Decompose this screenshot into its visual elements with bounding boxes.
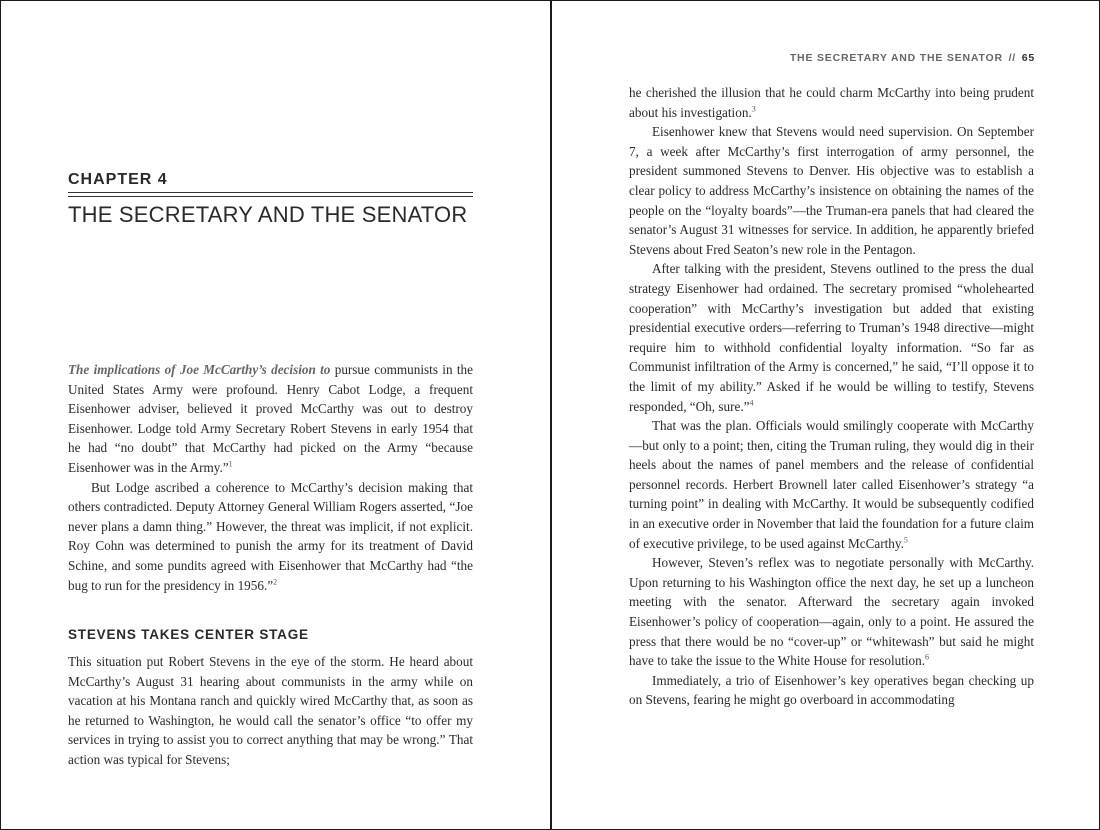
paragraph-text: Eisenhower knew that Stevens would need supervision. On September 7, a week after McCarthy’s first interrogation of army personnel, the president summoned Stevens to Denver. His objective was to establish a clear policy to address McCarthy’s insistence on obtaining the names of the people on the “loyalty boards”—the Truman-era panels that had cleared the senator’s August 31 witnesses for service. In addition, he apparently briefed Stevens about Fred Seaton’s new role in the Pentagon.: [629, 124, 1034, 257]
chapter-rule: [68, 192, 473, 197]
footnote-ref: 3: [751, 104, 756, 114]
footnote-ref: 5: [903, 535, 908, 545]
footnote-ref: 6: [925, 652, 930, 662]
paragraph-text: But Lodge ascribed a coherence to McCarthy’s decision making that others contradicted. Deputy Attorney General William Rogers asserted, “Joe never plans a damn thing.” However, the threat was implicit, if not explicit. Roy Cohn was determined to punish the army for its treatment of David Schine, and some pundits agreed with Eisenhower that McCarthy had “the bug to run for the presidency in 1956.”: [68, 479, 473, 593]
paragraph-text: This situation put Robert Stevens in the eye of the storm. He heard about McCarthy’s August 31 hearing about communists in the army while on vacation at his Montana ranch and quickly wired McCarthy that, as soon as he returned to Washington, he would call the senator’s office “to offer my services in trying to assist you to correct anything that may be wrong.” That action was typical for Stevens;: [68, 654, 473, 767]
paragraph-text: he cherished the illusion that he could charm McCarthy into being prudent about his investigation.: [629, 85, 1034, 120]
footnote-ref: 1: [228, 459, 233, 469]
footnote-ref: 4: [749, 398, 754, 408]
running-head-title: THE SECRETARY AND THE SENATOR: [789, 52, 1003, 64]
left-body-text-2: [68, 652, 473, 770]
paragraph-text: However, Steven’s reflex was to negotiate personally with McCarthy. Upon returning to his Washington office the next day, he set up a luncheon meeting with the senator. Afterward the secretary again invoked Eisenhower’s policy of cooperation—again, only to a point. He assured the press that there would be no “cover-up” or “whitewash” but said he might have to take the issue to the White House for resolution.: [629, 555, 1034, 669]
right-body-text: [629, 83, 1034, 710]
paragraph: [629, 122, 1034, 259]
paragraph-text: pursue communists in the United States Army were profound. Henry Cabot Lodge, a frequent Eisenhower adviser, believed it proved McCarthy was out to destroy Eisenhower. Lodge told Army Secretary Robert Stevens in early 1954 that he had “no doubt” that McCarthy had picked on the Army “because Eisenhower was in the Army.”: [68, 362, 473, 475]
paragraph: [629, 416, 1034, 553]
left-body-text: [68, 360, 473, 595]
right-page: [552, 1, 1099, 829]
paragraph-text: After talking with the president, Stevens outlined to the press the dual strategy Eisenhower had ordained. The secretary promised “wholehearted cooperation” with McCarthy’s investigation but added that existing presidential executive orders—referring to Truman’s 1948 directive—might require him to withhold confidential loyalty information. “So far as Communist infiltration of the Army is concerned,” he said, “I’ll oppose it to the limit of my ability.” Asked if he would be willing to testify, Stevens responded, “Oh, sure.”: [629, 261, 1034, 414]
running-head-separator: //: [1008, 52, 1016, 64]
paragraph: [68, 360, 473, 478]
page-number: 65: [1021, 52, 1035, 64]
lead-in-text: The implications of Joe McCarthy’s decision to: [68, 362, 331, 377]
paragraph-text: Immediately, a trio of Eisenhower’s key operatives began checking up on Stevens, fearing he might go overboard in accommodating: [629, 672, 1034, 708]
paragraph: [629, 671, 1034, 710]
paragraph: [629, 259, 1034, 416]
running-head: [790, 52, 1035, 64]
footnote-ref: 2: [273, 577, 278, 587]
paragraph-text: That was the plan. Officials would smilingly cooperate with McCarthy—but only to a point; then, citing the Truman ruling, they would dig in their heels about the names of panel members and the release of confidential personnel records. Herbert Brownell later called Eisenhower’s strategy “a turning point” in dealing with McCarthy. It would be subsequently codified in an executive order in November that laid the foundation for a future claim of executive privilege, to be used against McCarthy.: [629, 418, 1034, 551]
left-page: [1, 1, 550, 829]
chapter-title: THE SECRETARY AND THE SENATOR: [68, 202, 468, 227]
paragraph: [68, 652, 473, 770]
paragraph: [629, 553, 1034, 671]
paragraph: [629, 83, 1034, 122]
chapter-label: CHAPTER 4: [68, 171, 168, 188]
paragraph: [68, 478, 473, 596]
section-heading: STEVENS TAKES CENTER STAGE: [68, 627, 309, 642]
